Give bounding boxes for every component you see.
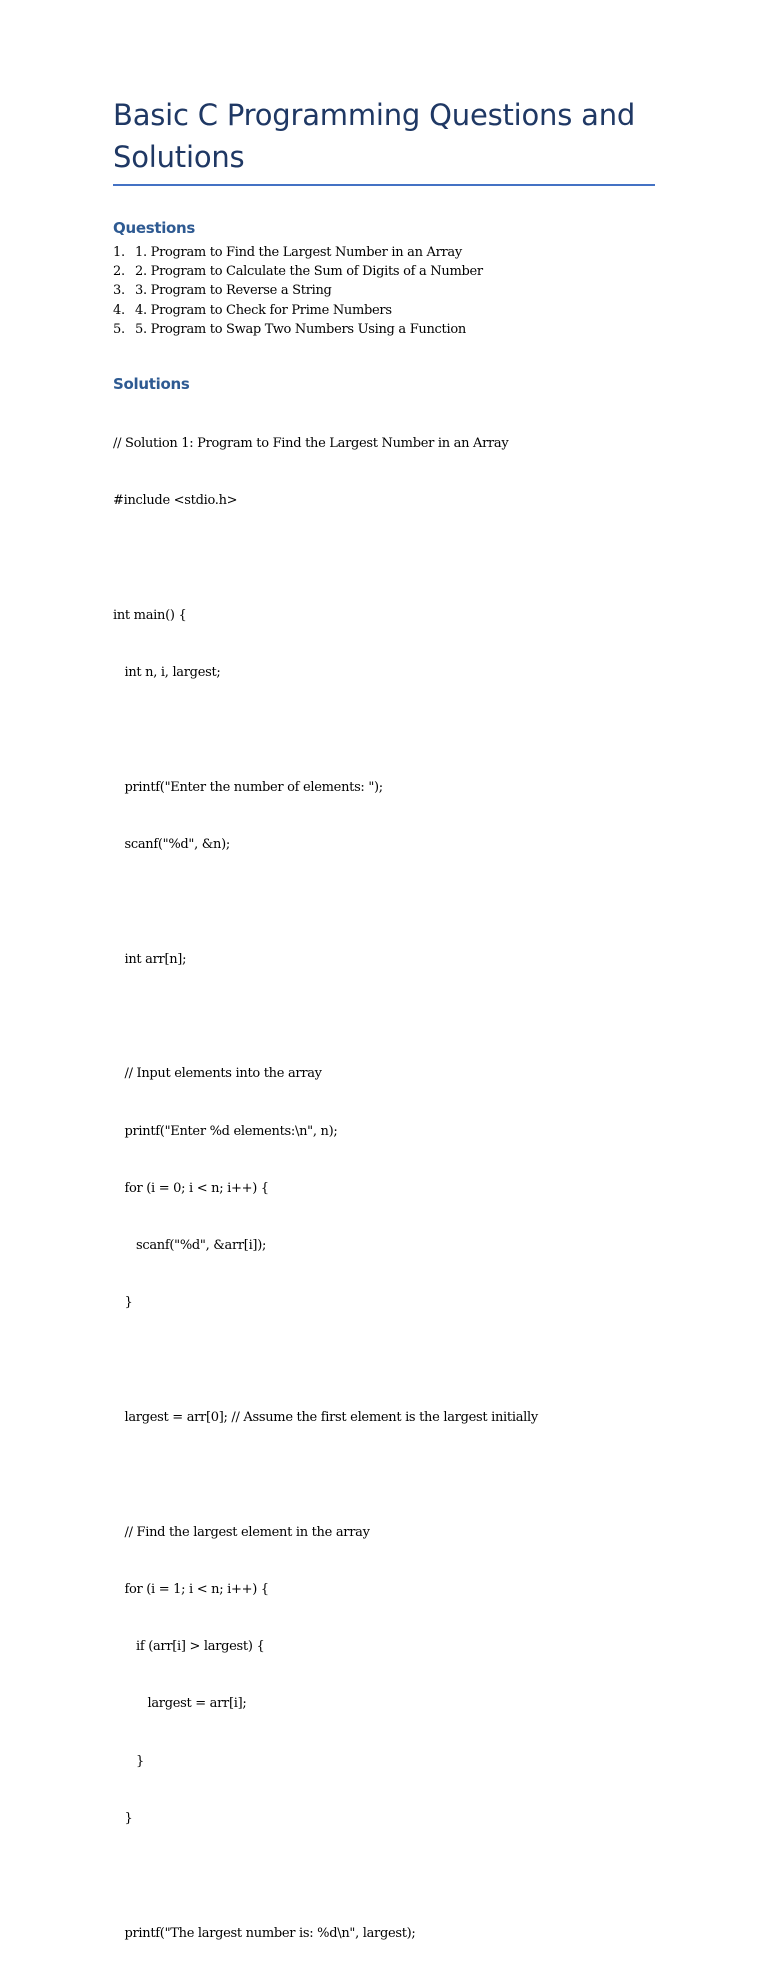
question-text: 2. Program to Calculate the Sum of Digits of a Number — [135, 264, 483, 280]
code-line: if (arr[i] > largest) { — [113, 1639, 265, 1655]
code-line — [113, 1866, 655, 1885]
question-text: 5. Program to Swap Two Numbers Using a Function — [135, 321, 466, 337]
code-line: } — [113, 1295, 133, 1311]
code-line: int main() { — [113, 608, 187, 624]
question-item — [113, 281, 655, 300]
question-number: 4. — [113, 302, 125, 318]
code-line — [113, 1465, 655, 1484]
question-number: 5. — [113, 321, 125, 337]
code-line — [113, 1007, 655, 1026]
code-line: #include <stdio.h> — [113, 493, 238, 509]
code-line: // Solution 1: Program to Find the Largest Number in an Array — [113, 436, 509, 452]
question-text: 1. Program to Find the Largest Number in an Array — [135, 245, 462, 260]
question-number: 1. — [113, 245, 125, 260]
code-line: } — [113, 1753, 144, 1769]
question-item — [113, 301, 655, 320]
questions-heading: Questions — [113, 219, 196, 237]
questions-list — [113, 243, 655, 339]
question-item — [113, 243, 655, 262]
question-text: 4. Program to Check for Prime Numbers — [135, 302, 392, 318]
question-number: 3. — [113, 283, 125, 299]
question-item — [113, 262, 655, 281]
solutions-heading: Solutions — [113, 375, 190, 394]
code-line: largest = arr[0]; // Assume the first element is the largest initially — [113, 1409, 538, 1425]
code-line: for (i = 1; i < n; i++) { — [113, 1581, 269, 1597]
code-line: int n, i, largest; — [113, 665, 221, 681]
code-line: printf("Enter the number of elements: "); — [113, 779, 383, 795]
document-title: Basic C Programming Questions and Solutions — [113, 98, 636, 174]
code-line: // Input elements into the array — [113, 1066, 322, 1082]
code-line: int arr[n]; — [113, 951, 187, 967]
code-line: printf("The largest number is: %d\n", largest); — [113, 1925, 416, 1941]
code-line — [113, 721, 655, 740]
code-line — [113, 549, 655, 568]
solution-code-block — [113, 396, 655, 1981]
code-line — [113, 892, 655, 911]
document-page — [113, 94, 655, 1981]
question-text: 3. Program to Reverse a String — [135, 283, 332, 299]
code-line: for (i = 0; i < n; i++) { — [113, 1180, 269, 1196]
title-underline — [113, 184, 655, 186]
question-number: 2. — [113, 264, 125, 280]
code-line: scanf("%d", &n); — [113, 837, 230, 853]
question-item — [113, 320, 655, 339]
code-line — [113, 1351, 655, 1370]
code-line: printf("Enter %d elements:\n", n); — [113, 1123, 338, 1139]
code-line: // Find the largest element in the array — [113, 1524, 370, 1540]
code-line: largest = arr[i]; — [113, 1696, 247, 1712]
code-line: scanf("%d", &arr[i]); — [113, 1238, 267, 1254]
code-line: } — [113, 1810, 133, 1826]
